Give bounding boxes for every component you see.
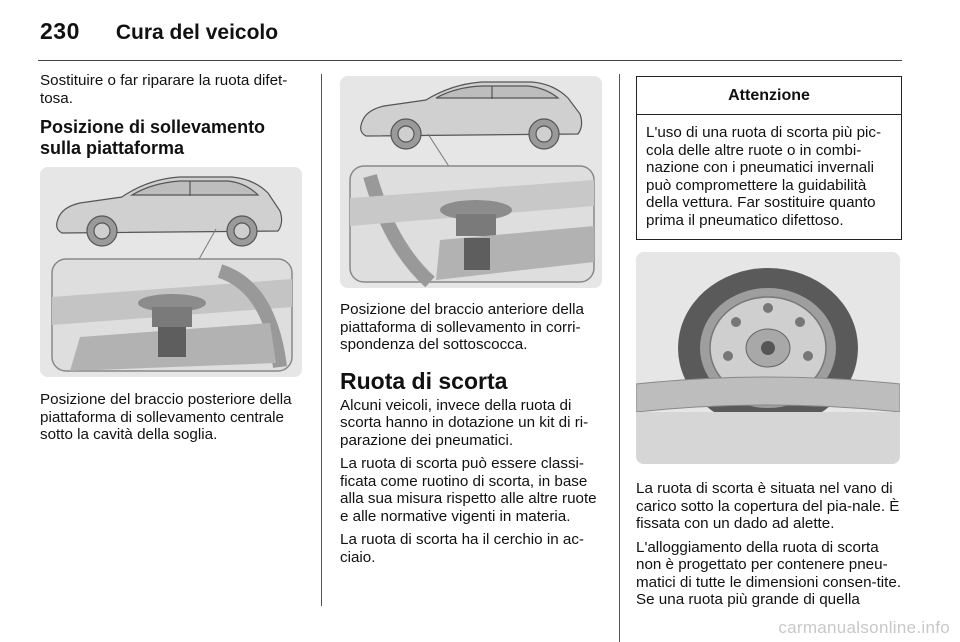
front-lift-caption: Posizione del braccio anteriore della piattaforma di sollevamento in corri-spondenza del sottoscocca. bbox=[340, 301, 584, 353]
rear-lift-figure bbox=[40, 167, 302, 377]
front-lift-figure bbox=[340, 76, 602, 288]
lift-position-heading: Posizione di sollevamento sulla piattaforma bbox=[40, 117, 266, 158]
column-divider-1 bbox=[321, 74, 322, 606]
page-header bbox=[40, 18, 278, 45]
spare-wheel-para-2: La ruota di scorta può essere classi-ficata come ruotino di scorta, in base alla sua misura rispetto alle altre ruote e alle normative vigenti in materia. bbox=[340, 455, 597, 525]
warning-box bbox=[636, 76, 902, 240]
warning-text: L'uso di una ruota di scorta più pic-cola delle altre ruote o in combi-nazione con i pneumatici invernali può compromettere la guidabilità della vettura. Far sostituire quanto prima il pneumatico difettoso. bbox=[646, 124, 882, 229]
spare-location-text: La ruota di scorta è situata nel vano di carico sotto la copertura del pia-nale. È fissata con un dado ad alette. bbox=[636, 480, 900, 532]
spare-housing-text: L'alloggiamento della ruota di scorta non è progettato per contenere pneu-matici di tutte le dimensioni consen-tite. Se una ruota più grande di quella bbox=[636, 538, 902, 608]
header-rule bbox=[38, 60, 902, 61]
rear-lift-caption: Posizione del braccio posteriore della piattaforma di sollevamento centrale sotto la cavità della soglia. bbox=[40, 391, 292, 443]
spare-wheel-figure bbox=[636, 252, 900, 464]
spare-wheel-heading: Ruota di scorta bbox=[340, 367, 508, 394]
spare-wheel-para-1: Alcuni veicoli, invece della ruota di scorta hanno in dotazione un kit di ri-parazione dei pneumatici. bbox=[340, 396, 589, 449]
page-number: 230 bbox=[40, 18, 80, 44]
column-3 bbox=[636, 76, 902, 609]
section-title: Cura del veicolo bbox=[115, 21, 279, 44]
column-2 bbox=[340, 76, 604, 566]
column-1 bbox=[40, 72, 308, 444]
warning-title: Attenzione bbox=[637, 77, 901, 115]
intro-text: Sostituire o far riparare la ruota difet-tosa. bbox=[40, 72, 288, 107]
watermark: carmanualsonline.info bbox=[778, 618, 950, 637]
column-divider-2 bbox=[619, 74, 620, 642]
spare-wheel-para-3: La ruota di scorta ha il cerchio in ac-ciaio. bbox=[340, 531, 584, 566]
